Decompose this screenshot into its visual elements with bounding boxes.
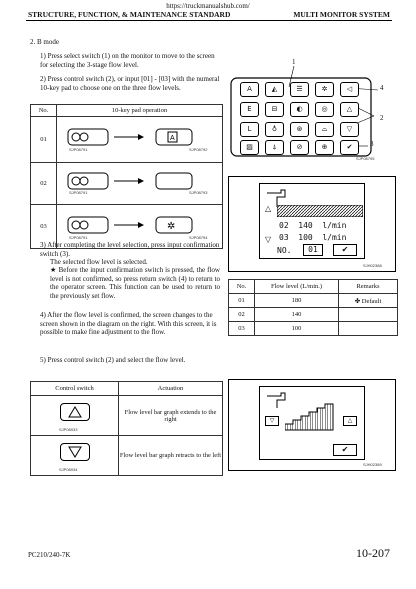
down-arrow-icon: ▽ xyxy=(265,235,272,244)
no-label: NO. xyxy=(277,246,292,255)
keypad-row-op xyxy=(57,163,223,205)
header-section: MULTI MONITOR SYSTEM xyxy=(293,10,390,19)
switch-actuation: Flow level bar graph retracts to the left xyxy=(119,436,223,476)
keypad-code-left: SJP08791 xyxy=(69,235,88,240)
key-hatch-button[interactable]: ▨ xyxy=(240,140,259,155)
flow-line-02: 02 140 l/min xyxy=(279,221,347,230)
up-triangle-icon xyxy=(60,403,90,421)
confirm-switch-button[interactable]: ✔ xyxy=(340,140,359,155)
step-3-star-note: ★ Before the input confirmation switch is pressed, the flow level is not confirmed, so press return switch (4) to return to the operator screen. This function can be used to return to the previously set flow. xyxy=(50,266,220,300)
callout-1: 1 xyxy=(292,58,296,66)
monitor-panel-diagram xyxy=(228,60,394,162)
check-icon[interactable]: ✔ xyxy=(333,244,357,256)
up-switch-button[interactable]: △ xyxy=(340,102,359,117)
flow-select-screen xyxy=(228,176,396,272)
key-wiper-button[interactable]: ⌓ xyxy=(315,122,334,137)
cursor-triangle-icon: △ xyxy=(265,204,272,213)
keypad-table xyxy=(30,104,223,249)
key-lamp-button[interactable]: ◎ xyxy=(315,102,334,117)
switch-cell xyxy=(31,396,119,436)
header-rule xyxy=(26,20,392,21)
keypad-row-no: 03 xyxy=(31,205,57,249)
key-drop-button[interactable]: ♁ xyxy=(265,122,284,137)
flow-level-table xyxy=(228,279,398,336)
switch-code: SJP08933 xyxy=(59,427,78,432)
down-switch-button[interactable]: ▽ xyxy=(340,122,359,137)
callout-4: 4 xyxy=(380,84,384,92)
flow-row-no: 02 xyxy=(229,308,255,322)
callout-2: 2 xyxy=(380,114,384,122)
switch-actuation: Flow level bar graph extends to the right xyxy=(119,396,223,436)
key-mode-button[interactable]: ◭ xyxy=(265,82,284,97)
switch-cell xyxy=(31,436,119,476)
keypad-op-01-diagram xyxy=(60,118,220,160)
step-1: 1) Press select switch (1) on the monitor to move to the screen for selecting the 3-stage flow level. xyxy=(40,52,215,69)
key-buzzer-button[interactable]: ⊘ xyxy=(290,140,309,155)
flow-line-03: 03 100 l/min xyxy=(279,233,347,242)
flow-row-level: 100 xyxy=(255,322,339,336)
keypad-code-right: SJP08793 xyxy=(189,190,208,195)
flow-row-level: 180 xyxy=(255,294,339,308)
key-e-button[interactable]: E xyxy=(240,102,259,117)
callout-3: 3 xyxy=(370,140,374,148)
step-4: 4) After the flow level is confirmed, the screen changes to the screen shown in the diagram on the right. With this screen, it is possible to make fine adjustment to the flow. xyxy=(40,311,217,337)
key-gear-button[interactable]: ⊕ xyxy=(315,140,334,155)
flow-row-remarks xyxy=(339,308,398,322)
keypad-code-left: SJP08791 xyxy=(69,147,88,152)
panel-code: SJP08795 xyxy=(356,156,375,161)
step-3: 3) After completing the level selection, press input confirmation switch (3). xyxy=(40,241,220,258)
flow-row-no: 01 xyxy=(229,294,255,308)
section-heading: 2. B mode xyxy=(30,38,59,46)
check-icon[interactable]: ✔ xyxy=(333,444,357,456)
key-vent-button[interactable]: ⊟ xyxy=(265,102,284,117)
select-switch-button[interactable]: ☰ xyxy=(290,82,309,97)
keypad-code-right: SJP08794 xyxy=(189,235,208,240)
return-switch-button[interactable]: ◁ xyxy=(340,82,359,97)
decrease-button[interactable]: ▽ xyxy=(265,416,279,426)
step-2: 2) Press control switch (2), or input [01] - [03] with the numeral 10-key pad to choose one on the three flow levels. xyxy=(40,75,220,92)
switch-code: SJP08934 xyxy=(59,467,78,472)
flow-row-remarks xyxy=(339,322,398,336)
keypad-row-no: 01 xyxy=(31,117,57,163)
flow-header-level: Flow level (L/min.) xyxy=(255,280,339,294)
keypad-code-left: SJP08791 xyxy=(69,190,88,195)
no-value-field[interactable]: 01 xyxy=(303,244,323,256)
flow-row-no: 03 xyxy=(229,322,255,336)
keypad-header-op: 10-key pad operation xyxy=(57,105,223,117)
key-bulb-button[interactable]: ◐ xyxy=(290,102,309,117)
footer-model: PC210/240-7K xyxy=(28,551,71,559)
flow-step-graph xyxy=(285,402,335,432)
down-triangle-icon xyxy=(60,443,90,461)
flow-row-level: 140 xyxy=(255,308,339,322)
step-3-note: The selected flow level is selected. xyxy=(50,258,148,266)
source-url[interactable]: https://truckmanualshub.com/ xyxy=(166,2,250,10)
keypad-op-02-diagram xyxy=(60,164,220,202)
key-sun-button[interactable]: ✲ xyxy=(315,82,334,97)
flow-bar-graph xyxy=(277,205,363,217)
key-washer-button[interactable]: ⍋ xyxy=(265,140,284,155)
increase-button[interactable]: △ xyxy=(343,416,357,426)
keypad-row-no: 02 xyxy=(31,163,57,205)
switch-header-control: Control switch xyxy=(31,382,119,396)
switch-table xyxy=(30,381,223,476)
page-number: 10-207 xyxy=(356,546,390,560)
flow-row-remarks: ✤ Default xyxy=(339,294,398,308)
svg-text:✲: ✲ xyxy=(166,220,175,232)
flow-header-remarks: Remarks xyxy=(339,280,398,294)
key-fan-button[interactable]: ⊛ xyxy=(290,122,309,137)
step-5: 5) Press control switch (2) and select the flow level. xyxy=(40,356,186,364)
keypad-code-right: SJP08792 xyxy=(189,147,208,152)
header-title: STRUCTURE, FUNCTION, & MAINTENANCE STANDARD xyxy=(28,10,231,19)
flow-header-no: No. xyxy=(229,280,255,294)
key-a-button[interactable]: A xyxy=(240,82,259,97)
keypad-header-no: No. xyxy=(31,105,57,117)
svg-text:A: A xyxy=(169,134,175,142)
screen1-code: SJH02388 xyxy=(363,263,382,268)
screen2-code: SJH02389 xyxy=(363,462,382,467)
flow-adjust-screen xyxy=(228,379,396,471)
keypad-row-op xyxy=(57,117,223,163)
key-l-button[interactable]: L xyxy=(240,122,259,137)
switch-header-actuation: Actuation xyxy=(119,382,223,396)
